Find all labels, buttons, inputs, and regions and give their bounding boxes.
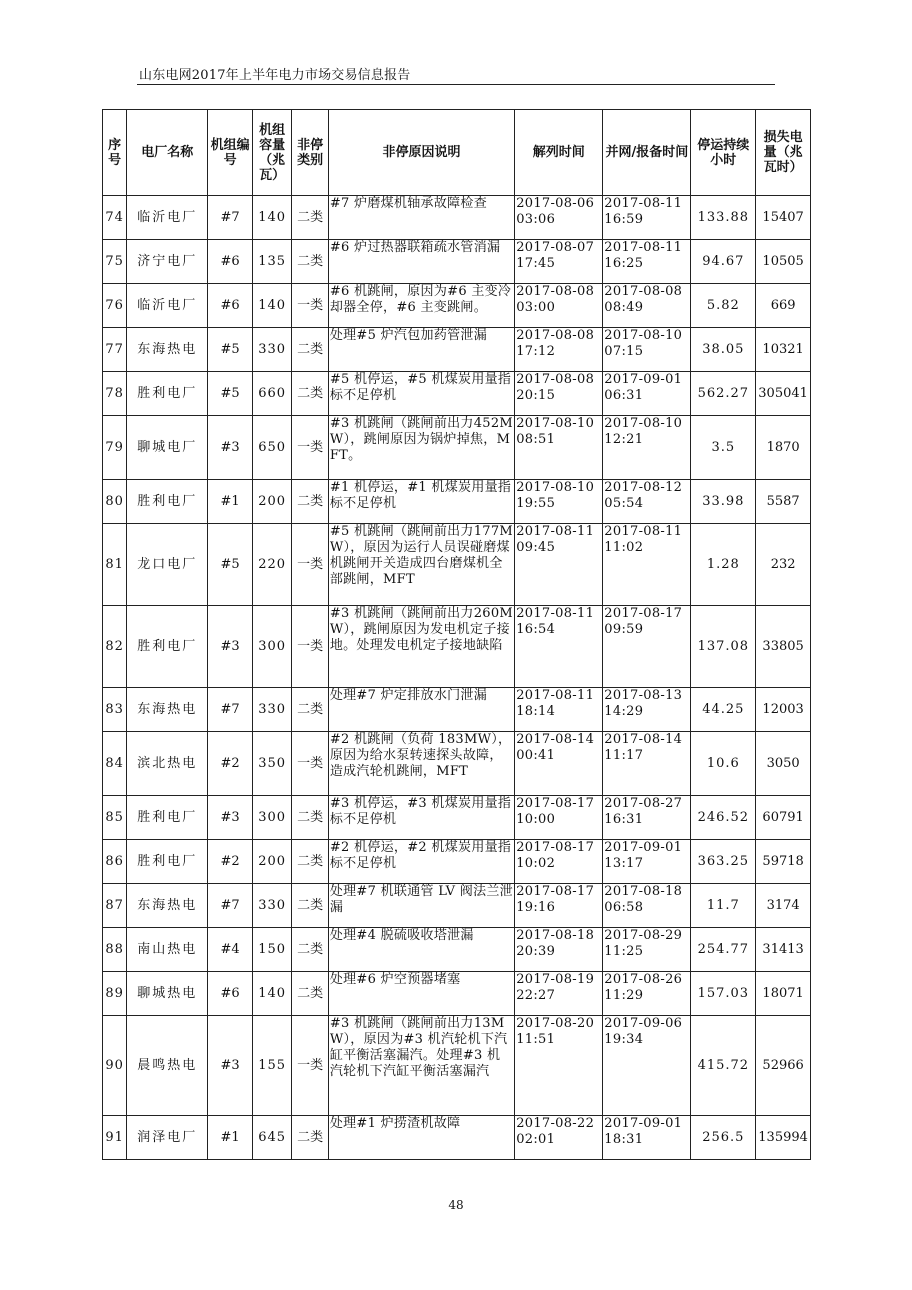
cell-type: 二类 (292, 328, 328, 372)
cell-capacity: 200 (252, 480, 292, 524)
cell-plant: 东海热电 (127, 688, 208, 732)
cell-plant: 聊城电厂 (127, 416, 208, 480)
off-clock: 17:12 (516, 344, 556, 359)
cell-no: 86 (103, 840, 127, 884)
on-clock: 08:49 (604, 300, 644, 315)
on-date: 2017-08-08 (604, 284, 683, 299)
cell-reason: #1 机停运，#1 机煤炭用量指标不足停机 (328, 480, 514, 524)
table-body (103, 196, 811, 1160)
cell-no: 75 (103, 240, 127, 284)
cell-no: 79 (103, 416, 127, 480)
cell-on-time (603, 196, 691, 240)
table-row (103, 416, 811, 480)
cell-off-time (515, 884, 603, 928)
on-date: 2017-08-12 (604, 480, 683, 495)
cell-no: 85 (103, 796, 127, 840)
cell-plant: 东海热电 (127, 328, 208, 372)
off-date: 2017-08-22 (516, 1116, 595, 1131)
cell-reason: #3 机跳闸（跳闸前出力452MW），跳闸原因为锅炉掉焦，MFT。 (328, 416, 514, 480)
on-date: 2017-08-26 (604, 972, 683, 987)
cell-unit: #5 (208, 328, 253, 372)
cell-on-time (603, 1016, 691, 1116)
cell-plant: 龙口电厂 (127, 524, 208, 606)
table-row (103, 372, 811, 416)
cell-off-time (515, 1116, 603, 1160)
cell-no: 88 (103, 928, 127, 972)
cell-off-time (515, 416, 603, 480)
cell-loss: 1870 (756, 416, 811, 480)
off-clock: 03:06 (516, 212, 556, 227)
cell-off-time (515, 972, 603, 1016)
on-clock: 19:34 (604, 1032, 644, 1047)
cell-plant: 滨北热电 (127, 732, 208, 796)
cell-hours: 157.03 (691, 972, 756, 1016)
table-row (103, 884, 811, 928)
cell-off-time (515, 328, 603, 372)
cell-unit: #7 (208, 196, 253, 240)
cell-on-time (603, 1116, 691, 1160)
cell-reason: #7 炉磨煤机轴承故障检查 (328, 196, 514, 240)
cell-hours: 363.25 (691, 840, 756, 884)
cell-off-time (515, 240, 603, 284)
on-date: 2017-08-17 (604, 606, 683, 621)
off-clock: 19:16 (516, 900, 556, 915)
off-date: 2017-08-17 (516, 796, 595, 811)
cell-on-time (603, 884, 691, 928)
cell-on-time (603, 328, 691, 372)
off-date: 2017-08-07 (516, 240, 595, 255)
col-header: 停运持续小时 (691, 110, 756, 196)
off-date: 2017-08-17 (516, 840, 595, 855)
off-date: 2017-08-14 (516, 732, 595, 747)
off-clock: 20:39 (516, 944, 556, 959)
cell-no: 78 (103, 372, 127, 416)
cell-on-time (603, 240, 691, 284)
table-row (103, 1016, 811, 1116)
cell-type: 二类 (292, 372, 328, 416)
cell-capacity: 330 (252, 328, 292, 372)
cell-type: 二类 (292, 884, 328, 928)
cell-reason: #6 机跳闸，原因为#6 主变冷却器全停，#6 主变跳闸。 (328, 284, 514, 328)
col-header: 损失电量（兆瓦时） (756, 110, 811, 196)
cell-off-time (515, 928, 603, 972)
on-date: 2017-08-11 (604, 524, 683, 539)
cell-plant: 胜利电厂 (127, 480, 208, 524)
on-clock: 16:25 (604, 256, 644, 271)
cell-capacity: 300 (252, 796, 292, 840)
cell-plant: 胜利电厂 (127, 372, 208, 416)
cell-unit: #7 (208, 688, 253, 732)
cell-type: 二类 (292, 196, 328, 240)
cell-no: 84 (103, 732, 127, 796)
off-date: 2017-08-11 (516, 688, 595, 703)
cell-capacity: 140 (252, 284, 292, 328)
cell-hours: 3.5 (691, 416, 756, 480)
cell-reason: #5 机跳闸（跳闸前出力177MW），原因为运行人员误碰磨煤机跳闸开关造成四台磨煤机全部跳闸，MFT (328, 524, 514, 606)
cell-capacity: 650 (252, 416, 292, 480)
cell-hours: 137.08 (691, 606, 756, 688)
page-header-title: 山东电网2017年上半年电力市场交易信息报告 (139, 68, 411, 83)
cell-capacity: 135 (252, 240, 292, 284)
cell-hours: 246.52 (691, 796, 756, 840)
on-date: 2017-08-14 (604, 732, 683, 747)
cell-on-time (603, 732, 691, 796)
on-date: 2017-08-11 (604, 196, 683, 211)
cell-unit: #6 (208, 284, 253, 328)
cell-off-time (515, 688, 603, 732)
cell-on-time (603, 928, 691, 972)
on-clock: 11:29 (604, 988, 644, 1003)
table-row (103, 840, 811, 884)
off-date: 2017-08-11 (516, 524, 595, 539)
cell-no: 77 (103, 328, 127, 372)
col-header: 电厂名称 (127, 110, 208, 196)
cell-plant: 东海热电 (127, 884, 208, 928)
off-clock: 11:51 (516, 1032, 556, 1047)
cell-type: 二类 (292, 928, 328, 972)
cell-type: 二类 (292, 1116, 328, 1160)
cell-capacity: 150 (252, 928, 292, 972)
cell-loss: 5587 (756, 480, 811, 524)
off-clock: 00:41 (516, 748, 556, 763)
on-clock: 18:31 (604, 1132, 644, 1147)
on-clock: 09:59 (604, 622, 644, 637)
cell-plant: 胜利电厂 (127, 840, 208, 884)
cell-capacity: 330 (252, 688, 292, 732)
cell-hours: 38.05 (691, 328, 756, 372)
cell-off-time (515, 606, 603, 688)
cell-unit: #4 (208, 928, 253, 972)
off-date: 2017-08-08 (516, 372, 595, 387)
cell-unit: #3 (208, 606, 253, 688)
cell-hours: 415.72 (691, 1016, 756, 1116)
cell-capacity: 350 (252, 732, 292, 796)
cell-reason: #2 机跳闸（负荷 183MW），原因为给水泵转速探头故障，造成汽轮机跳闸，MFT (328, 732, 514, 796)
off-clock: 03:00 (516, 300, 556, 315)
cell-on-time (603, 480, 691, 524)
off-date: 2017-08-08 (516, 328, 595, 343)
cell-plant: 聊城热电 (127, 972, 208, 1016)
cell-hours: 10.6 (691, 732, 756, 796)
cell-plant: 胜利电厂 (127, 796, 208, 840)
table-row (103, 524, 811, 606)
cell-type: 二类 (292, 972, 328, 1016)
cell-off-time (515, 732, 603, 796)
cell-no: 74 (103, 196, 127, 240)
cell-capacity: 200 (252, 840, 292, 884)
on-clock: 05:54 (604, 496, 644, 511)
cell-reason: 处理#5 炉汽包加药管泄漏 (328, 328, 514, 372)
table-row (103, 240, 811, 284)
cell-reason: #2 机停运，#2 机煤炭用量指标不足停机 (328, 840, 514, 884)
cell-type: 二类 (292, 240, 328, 284)
table-header-row (103, 110, 811, 196)
cell-capacity: 330 (252, 884, 292, 928)
cell-unit: #1 (208, 1116, 253, 1160)
cell-hours: 44.25 (691, 688, 756, 732)
cell-unit: #6 (208, 240, 253, 284)
off-date: 2017-08-20 (516, 1016, 595, 1031)
table-row (103, 796, 811, 840)
on-date: 2017-08-29 (604, 928, 683, 943)
cell-hours: 254.77 (691, 928, 756, 972)
cell-capacity: 140 (252, 972, 292, 1016)
cell-loss: 31413 (756, 928, 811, 972)
col-header: 非停类别 (292, 110, 328, 196)
off-date: 2017-08-17 (516, 884, 595, 899)
cell-no: 76 (103, 284, 127, 328)
cell-plant: 济宁电厂 (127, 240, 208, 284)
cell-on-time (603, 972, 691, 1016)
cell-hours: 133.88 (691, 196, 756, 240)
cell-hours: 1.28 (691, 524, 756, 606)
cell-reason: 处理#4 脱硫吸收塔泄漏 (328, 928, 514, 972)
off-clock: 19:55 (516, 496, 556, 511)
cell-hours: 94.67 (691, 240, 756, 284)
off-clock: 22:27 (516, 988, 556, 1003)
cell-type: 一类 (292, 284, 328, 328)
cell-loss: 10321 (756, 328, 811, 372)
cell-reason: #6 炉过热器联箱疏水管消漏 (328, 240, 514, 284)
col-header: 机组容量（兆瓦） (252, 110, 292, 196)
cell-plant: 临沂电厂 (127, 284, 208, 328)
cell-off-time (515, 840, 603, 884)
cell-loss: 59718 (756, 840, 811, 884)
cell-off-time (515, 284, 603, 328)
cell-on-time (603, 524, 691, 606)
cell-capacity: 220 (252, 524, 292, 606)
cell-unit: #2 (208, 732, 253, 796)
off-clock: 09:45 (516, 540, 556, 555)
cell-type: 二类 (292, 796, 328, 840)
on-clock: 11:02 (604, 540, 644, 555)
cell-no: 89 (103, 972, 127, 1016)
cell-type: 一类 (292, 416, 328, 480)
on-clock: 13:17 (604, 856, 644, 871)
cell-loss: 33805 (756, 606, 811, 688)
cell-loss: 3050 (756, 732, 811, 796)
off-date: 2017-08-18 (516, 928, 595, 943)
cell-off-time (515, 480, 603, 524)
off-clock: 20:15 (516, 388, 556, 403)
page-number: 48 (448, 1198, 464, 1212)
cell-hours: 11.7 (691, 884, 756, 928)
cell-loss: 232 (756, 524, 811, 606)
cell-on-time (603, 688, 691, 732)
cell-type: 一类 (292, 1016, 328, 1116)
on-date: 2017-09-01 (604, 840, 683, 855)
cell-hours: 562.27 (691, 372, 756, 416)
cell-type: 二类 (292, 688, 328, 732)
on-clock: 06:58 (604, 900, 644, 915)
off-date: 2017-08-11 (516, 606, 595, 621)
cell-no: 91 (103, 1116, 127, 1160)
cell-on-time (603, 796, 691, 840)
cell-unit: #5 (208, 524, 253, 606)
on-clock: 11:25 (604, 944, 644, 959)
off-clock: 18:14 (516, 704, 556, 719)
cell-no: 87 (103, 884, 127, 928)
off-clock: 08:51 (516, 432, 556, 447)
on-clock: 16:31 (604, 812, 644, 827)
cell-no: 83 (103, 688, 127, 732)
cell-plant: 南山热电 (127, 928, 208, 972)
cell-loss: 3174 (756, 884, 811, 928)
off-date: 2017-08-10 (516, 480, 595, 495)
cell-off-time (515, 196, 603, 240)
header-rule (137, 84, 775, 85)
on-clock: 16:59 (604, 212, 644, 227)
cell-reason: #3 机跳闸（跳闸前出力13MW），原因为#3 机汽轮机下汽缸平衡活塞漏汽。处理#3 机汽轮机下汽缸平衡活塞漏汽 (328, 1016, 514, 1116)
off-clock: 02:01 (516, 1132, 556, 1147)
table-row (103, 328, 811, 372)
cell-plant: 润泽电厂 (127, 1116, 208, 1160)
cell-loss: 18071 (756, 972, 811, 1016)
cell-reason: 处理#7 炉定排放水门泄漏 (328, 688, 514, 732)
cell-hours: 33.98 (691, 480, 756, 524)
cell-no: 82 (103, 606, 127, 688)
cell-off-time (515, 1016, 603, 1116)
cell-plant: 临沂电厂 (127, 196, 208, 240)
on-date: 2017-08-27 (604, 796, 683, 811)
cell-unit: #6 (208, 972, 253, 1016)
cell-type: 一类 (292, 732, 328, 796)
on-date: 2017-08-10 (604, 416, 683, 431)
cell-reason: #5 机停运，#5 机煤炭用量指标不足停机 (328, 372, 514, 416)
table-row (103, 284, 811, 328)
table-row (103, 606, 811, 688)
on-date: 2017-09-06 (604, 1016, 683, 1031)
cell-on-time (603, 416, 691, 480)
cell-capacity: 155 (252, 1016, 292, 1116)
off-clock: 17:45 (516, 256, 556, 271)
table-row (103, 928, 811, 972)
cell-loss: 669 (756, 284, 811, 328)
cell-unit: #3 (208, 416, 253, 480)
cell-unit: #5 (208, 372, 253, 416)
cell-unit: #2 (208, 840, 253, 884)
on-clock: 07:15 (604, 344, 644, 359)
cell-loss: 135994 (756, 1116, 811, 1160)
col-header: 序号 (103, 110, 127, 196)
cell-on-time (603, 284, 691, 328)
cell-type: 一类 (292, 524, 328, 606)
table-row (103, 1116, 811, 1160)
cell-type: 二类 (292, 480, 328, 524)
on-date: 2017-08-10 (604, 328, 683, 343)
cell-unit: #1 (208, 480, 253, 524)
cell-reason: 处理#1 炉捞渣机故障 (328, 1116, 514, 1160)
off-date: 2017-08-08 (516, 284, 595, 299)
table-row (103, 480, 811, 524)
table-row (103, 196, 811, 240)
cell-type: 二类 (292, 840, 328, 884)
cell-on-time (603, 372, 691, 416)
off-clock: 16:54 (516, 622, 556, 637)
cell-no: 90 (103, 1016, 127, 1116)
cell-reason: 处理#7 机联通管 LV 阀法兰泄漏 (328, 884, 514, 928)
cell-loss: 60791 (756, 796, 811, 840)
cell-off-time (515, 372, 603, 416)
off-date: 2017-08-19 (516, 972, 595, 987)
table-row (103, 688, 811, 732)
on-date: 2017-09-01 (604, 1116, 683, 1131)
table-row (103, 732, 811, 796)
on-date: 2017-08-13 (604, 688, 683, 703)
cell-reason: #3 机跳闸（跳闸前出力260MW），跳闸原因为发电机定子接地。处理发电机定子接地缺陷 (328, 606, 514, 688)
off-clock: 10:02 (516, 856, 556, 871)
on-clock: 14:29 (604, 704, 644, 719)
on-date: 2017-09-01 (604, 372, 683, 387)
on-clock: 12:21 (604, 432, 644, 447)
off-date: 2017-08-10 (516, 416, 595, 431)
cell-no: 80 (103, 480, 127, 524)
cell-unit: #7 (208, 884, 253, 928)
cell-capacity: 660 (252, 372, 292, 416)
on-date: 2017-08-11 (604, 240, 683, 255)
cell-capacity: 645 (252, 1116, 292, 1160)
cell-on-time (603, 840, 691, 884)
cell-loss: 52966 (756, 1016, 811, 1116)
cell-loss: 15407 (756, 196, 811, 240)
cell-off-time (515, 524, 603, 606)
off-clock: 10:00 (516, 812, 556, 827)
on-date: 2017-08-18 (604, 884, 683, 899)
cell-unit: #3 (208, 796, 253, 840)
col-header: 机组编号 (208, 110, 253, 196)
on-clock: 11:17 (604, 748, 644, 763)
cell-unit: #3 (208, 1016, 253, 1116)
cell-on-time (603, 606, 691, 688)
cell-loss: 12003 (756, 688, 811, 732)
cell-loss: 10505 (756, 240, 811, 284)
on-clock: 06:31 (604, 388, 644, 403)
cell-hours: 256.5 (691, 1116, 756, 1160)
cell-plant: 胜利电厂 (127, 606, 208, 688)
col-header: 并网/报备时间 (603, 110, 691, 196)
col-header: 解列时间 (515, 110, 603, 196)
off-date: 2017-08-06 (516, 196, 595, 211)
col-header: 非停原因说明 (328, 110, 514, 196)
cell-reason: 处理#6 炉空预器堵塞 (328, 972, 514, 1016)
cell-plant: 晨鸣热电 (127, 1016, 208, 1116)
cell-no: 81 (103, 524, 127, 606)
cell-off-time (515, 796, 603, 840)
table-row (103, 972, 811, 1016)
cell-capacity: 300 (252, 606, 292, 688)
cell-hours: 5.82 (691, 284, 756, 328)
cell-loss: 305041 (756, 372, 811, 416)
cell-type: 一类 (292, 606, 328, 688)
cell-reason: #3 机停运，#3 机煤炭用量指标不足停机 (328, 796, 514, 840)
outage-table (102, 109, 811, 1160)
cell-capacity: 140 (252, 196, 292, 240)
